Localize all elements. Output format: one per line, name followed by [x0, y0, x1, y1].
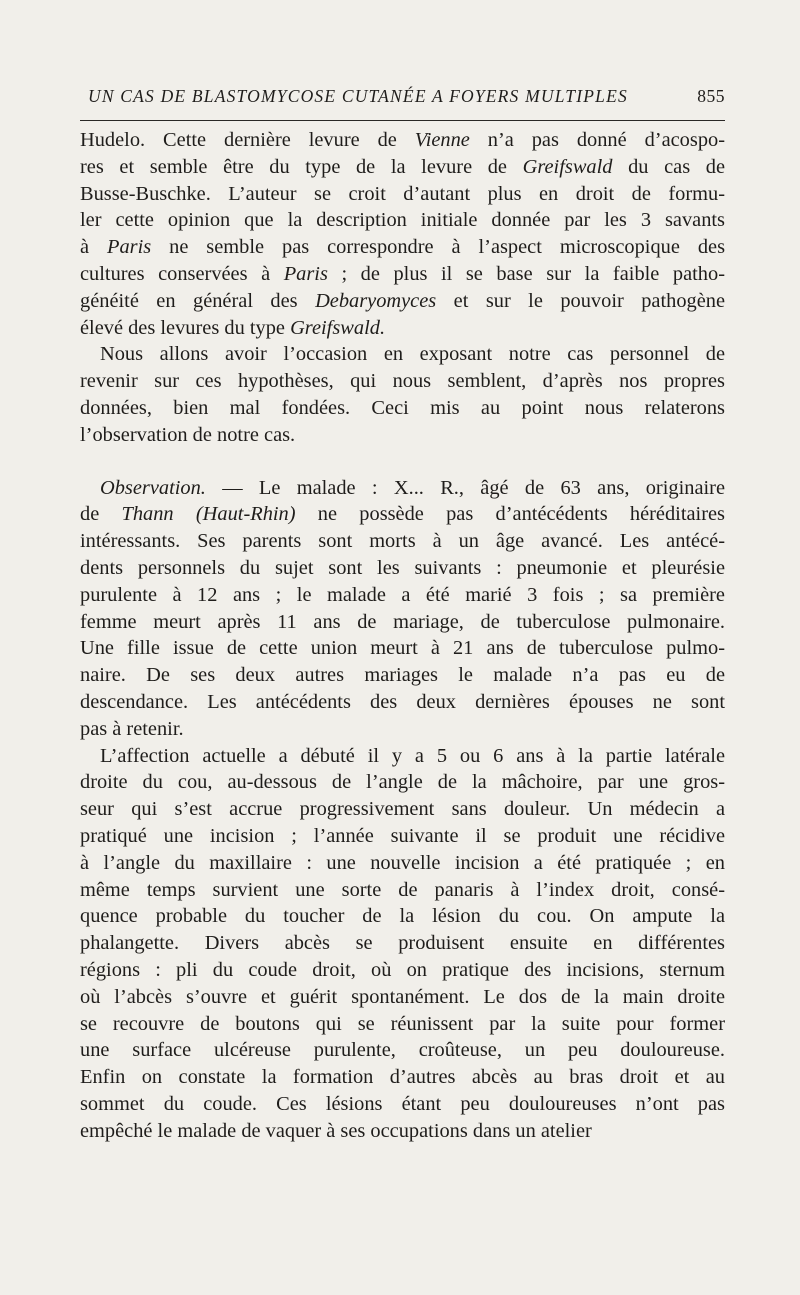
text-segment: Busse-Buschke. L’auteur se croit d’autant plus en droit de formu-: [80, 182, 725, 205]
text-segment: Une fille issue de cette union meurt à 21 ans de tuberculose pulmo-: [80, 637, 725, 660]
text-line: [80, 475, 725, 502]
text-line: [80, 261, 725, 288]
text-segment: femme meurt après 11 ans de mariage, de tuberculose pulmonaire.: [80, 610, 725, 633]
italic-term: Greifswald: [522, 155, 613, 178]
text-segment: élevé des levures du type: [80, 316, 291, 339]
text-segment: intéressants. Ses parents sont morts à un âge avancé. Les antécé-: [80, 530, 725, 553]
text-line: [80, 582, 725, 609]
paragraph-observation: [80, 475, 725, 743]
text-segment: res et semble être du type de la levure de: [80, 155, 523, 178]
italic-term: Thann (Haut-Rhin): [121, 503, 296, 526]
italic-term: Debaryomyces: [315, 289, 437, 312]
text-segment: du cas de: [612, 155, 725, 178]
italic-term: Paris: [107, 236, 152, 259]
italic-term: Vienne: [414, 129, 470, 151]
text-line: [80, 635, 725, 662]
text-line: à l’angle du maxillaire : une nouvelle incision a été pratiquée ; en: [80, 851, 725, 874]
text-line: [80, 662, 725, 689]
text-line: [80, 555, 725, 582]
text-line: empêché le malade de vaquer à ses occupations dans un atelier: [80, 1119, 592, 1142]
text-line: phalangette. Divers abcès se produisent ensuite en différentes: [80, 932, 725, 955]
text-segment: — Le malade : X... R., âgé de 63 ans, originaire: [205, 476, 725, 499]
paragraph-1: [80, 127, 725, 341]
text-line: [80, 528, 725, 555]
paragraph-4: [80, 743, 725, 1145]
text-segment: et sur le pouvoir pathogène: [436, 289, 726, 312]
text-line: Nous allons avoir l’occasion en exposant notre cas personnel de: [100, 343, 725, 366]
text-line: [80, 315, 725, 342]
text-line: droite du cou, au-dessous de l’angle de la mâchoire, par une gros-: [80, 771, 725, 794]
text-line: pratiqué une incision ; l’année suivante il se produit une récidive: [80, 824, 725, 847]
text-line: [80, 689, 725, 716]
text-segment: ne semble pas correspondre à l’aspect microscopique des: [151, 236, 725, 259]
text-segment: de: [80, 503, 122, 526]
body-text: [80, 127, 725, 1144]
page-number: 855: [697, 86, 725, 106]
text-line: [80, 716, 725, 743]
text-segment: cultures conservées à: [80, 262, 284, 285]
text-line: [80, 207, 725, 234]
text-line: [80, 501, 725, 528]
text-segment: ne possède pas d’antécédents héréditaires: [295, 503, 725, 526]
text-segment: Hudelo. Cette dernière levure de: [80, 129, 415, 151]
text-segment: ; de plus il se base sur la faible patho-: [327, 262, 725, 285]
text-line: [80, 154, 725, 181]
text-segment: n’a pas donné d’acospo-: [469, 129, 725, 151]
text-segment: purulente à 12 ans ; le malade a été marié 3 fois ; sa première: [80, 583, 725, 606]
text-line: se recouvre de boutons qui se réunissent par la suite pour former: [80, 1012, 725, 1035]
text-segment: pas à retenir.: [80, 717, 184, 740]
text-segment: descendance. Les antécédents des deux dernières épouses ne sont: [80, 690, 725, 713]
text-line: L’affection actuelle a débuté il y a 5 ou 6 ans à la partie latérale: [100, 744, 725, 767]
text-segment: naire. De ses deux autres mariages le malade n’a pas eu de: [80, 664, 725, 687]
running-header: [80, 78, 725, 116]
text-segment: ler cette opinion que la description initiale donnée par les 3 savants: [80, 209, 725, 232]
text-segment: dents personnels du sujet sont les suivants : pneumonie et pleurésie: [80, 556, 725, 579]
text-line: régions : pli du coude droit, où on pratique des incisions, sternum: [80, 958, 725, 981]
italic-term: Observation.: [100, 476, 206, 499]
text-line: où l’abcès s’ouvre et guérit spontanément. Le dos de la main droite: [80, 985, 725, 1008]
text-line: sommet du coude. Ces lésions étant peu douloureuses n’ont pas: [80, 1092, 725, 1115]
text-line: [80, 127, 725, 154]
text-line: une surface ulcéreuse purulente, croûteuse, un peu douloureuse.: [80, 1039, 725, 1062]
text-line: seur qui s’est accrue progressivement sans douleur. Un médecin a: [80, 798, 725, 821]
text-line: quence probable du toucher de la lésion du cou. On ampute la: [80, 905, 725, 928]
text-line: données, bien mal fondées. Ceci mis au point nous relaterons: [80, 396, 725, 419]
text-line: [80, 234, 725, 261]
italic-term: Greifswald.: [290, 316, 386, 339]
italic-term: Paris: [283, 262, 328, 285]
book-page: [80, 78, 725, 1258]
text-line: [80, 181, 725, 208]
text-line: Enfin on constate la formation d’autres abcès au bras droit et au: [80, 1066, 725, 1089]
section-gap: [80, 449, 725, 475]
header-rule: [80, 120, 725, 121]
running-title: UN CAS DE BLASTOMYCOSE CUTANÉE A FOYERS MULTIPLES: [88, 86, 628, 106]
text-line: revenir sur ces hypothèses, qui nous semblent, d’après nos propres: [80, 370, 725, 393]
text-line: l’observation de notre cas.: [80, 423, 296, 446]
text-line: [80, 609, 725, 636]
text-line: même temps survient une sorte de panaris à l’index droit, consé-: [80, 878, 725, 901]
text-segment: à: [80, 236, 107, 259]
text-segment: généité en général des: [80, 289, 316, 312]
paragraph-2: [80, 341, 725, 448]
text-line: [80, 288, 725, 315]
